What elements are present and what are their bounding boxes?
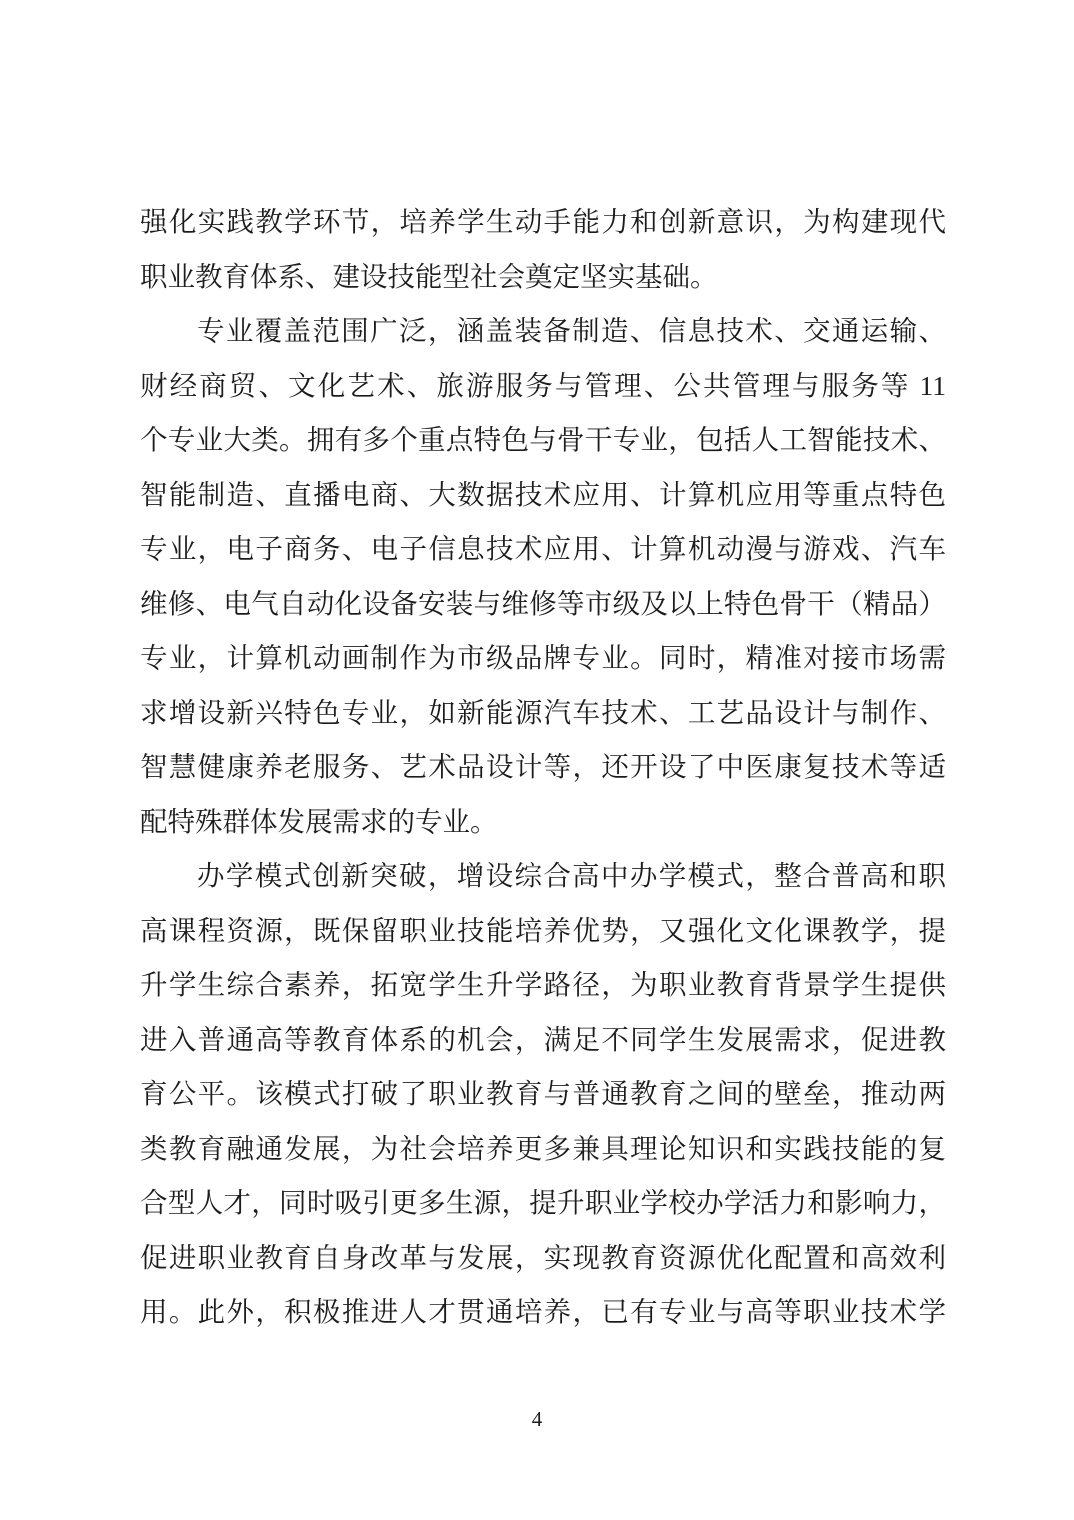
text-line: 升学生综合素养，拓宽学生升学路径，为职业教育背景学生提供 — [140, 969, 946, 1000]
text-line: 办学模式创新突破，增设综合高中办学模式，整合普高和职 — [197, 860, 946, 891]
text-line: 育公平。该模式打破了职业教育与普通教育之间的壁垒，推动两 — [140, 1078, 946, 1109]
text-line: 类教育融通发展，为社会培养更多兼具理论知识和实践技能的复 — [140, 1132, 946, 1164]
text-line: 促进职业教育自身改革与发展，实现教育资源优化配置和高效利 — [140, 1241, 946, 1273]
text-line: 个专业大类。拥有多个重点特色与骨干专业，包括人工智能技术、 — [140, 424, 946, 455]
text-line: 用。此外，积极推进人才贯通培养，已有专业与高等职业技术学 — [140, 1296, 946, 1327]
text-block — [140, 195, 946, 1340]
text-line: 高课程资源，既保留职业技能培养优势，又强化文化课教学，提 — [140, 914, 946, 946]
text-line: 维修、电气自动化设备安装与维修等市级及以上特色骨干（精品） — [140, 587, 946, 619]
text-line: 职业教育体系、建设技能型社会奠定坚实基础。 — [140, 260, 718, 292]
text-line: 财经商贸、文化艺术、旅游服务与管理、公共管理与服务等 11 — [140, 369, 946, 401]
text-line: 进入普通高等教育体系的机会，满足不同学生发展需求，促进教 — [140, 1023, 946, 1055]
text-line: 求增设新兴特色专业，如新能源汽车技术、工艺品设计与制作、 — [140, 696, 946, 728]
text-line: 专业，计算机动画制作为市级品牌专业。同时，精准对接市场需 — [140, 642, 946, 673]
text-line: 专业覆盖范围广泛，涵盖装备制造、信息技术、交通运输、 — [197, 315, 946, 346]
text-line: 配特殊群体发展需求的专业。 — [140, 805, 498, 837]
page-number: 4 — [531, 1407, 543, 1431]
text-line: 智慧健康养老服务、艺术品设计等，还开设了中医康复技术等适 — [140, 751, 946, 782]
text-line: 合型人才，同时吸引更多生源，提升职业学校办学活力和影响力， — [140, 1187, 946, 1218]
text-line: 强化实践教学环节，培养学生动手能力和创新意识，为构建现代 — [140, 206, 946, 237]
text-line: 智能制造、直播电商、大数据技术应用、计算机应用等重点特色 — [140, 478, 946, 510]
text-line: 专业，电子商务、电子信息技术应用、计算机动漫与游戏、汽车 — [140, 533, 946, 564]
